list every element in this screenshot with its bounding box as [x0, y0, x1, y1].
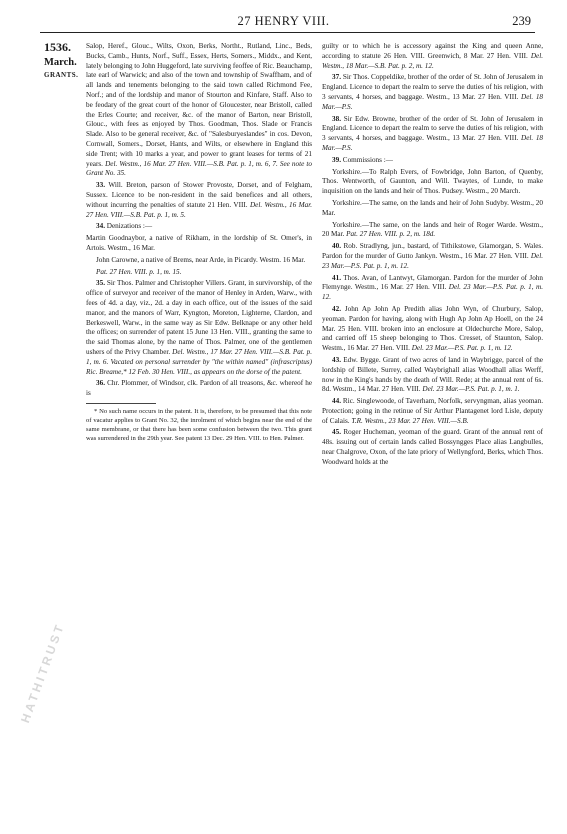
- grant-entry: [322, 242, 543, 271]
- footnote: [86, 407, 312, 443]
- entry-text: Thos. Avan, of Lantwyt, Glamorgan. Pardon for the murder of John Flemynge. Westm., 16 Mar. 27 Hen. VIII.: [322, 273, 543, 292]
- entry-reference: Pat. 27 Hen. VIII. p. 1, m. 15.: [96, 267, 182, 276]
- entry-text: Ric. Singlewoode, of Taverham, Norfolk, servyngman, alias yeoman. Protection; going in the retinue of Sir Arthur Plantagenet lord Lisle, deputy of Calais.: [322, 397, 544, 425]
- grant-entry: [86, 222, 312, 232]
- right-text-column: [322, 42, 543, 470]
- entry-reference: Del. Westm., 16 Mar. 27 Hen. VIII.—S.B. Pat. p. 1, m. 5.: [86, 200, 312, 219]
- entry-number: 44.: [332, 397, 341, 406]
- margin-year: 1536.: [44, 40, 71, 54]
- entry-text: Edw. Bygge. Grant of two acres of land in Waybrigge, parcel of the lordship of Billete, Surrey, called Waybrighall alias Woodhall alias Werff, now in the King's hands by the death of Will. Rede; at the annual rent of 6s. 8d. Westm., 14 Mar. 27 Hen. VIII.: [322, 355, 543, 394]
- grant-entry: [322, 305, 543, 354]
- entry-text: guilty or to which he is accessory against the King and queen Anne, according to statute 26 Hen. VIII. Greenwich, 8 Mar. 27 Hen. VIII.: [322, 42, 543, 60]
- header-rule: [40, 32, 535, 33]
- page-number: 239: [512, 14, 531, 28]
- entry-reference: Del. Westm., 16 Mar. 27 Hen. VIII.—S.B. Pat. p. 1, m. 6, 7. See note to Grant No. 35.: [86, 159, 312, 178]
- grant-entry: [322, 42, 543, 71]
- entry-reference: Del. Westm., 17 Mar. 27 Hen. VIII.—S.B. Pat. p. 1, m. 6. Vacated on personal surrender by "the within named" (infrascriptus) Ric. Breame,* 12 Feb. 30 Hen. VIII., as appears on the dorse of the patent.: [86, 347, 312, 376]
- grant-entry: [86, 234, 312, 254]
- entry-text: Salop, Heref., Glouc., Wilts, Oxon, Berks, Northt., Rutland, Linc., Beds, Bucks, Camb., Hunts, Norf., Suff., Essex, Herts, Somers., Middx., and Kent, lately belonging to John Huggeford, late surviving feoffee of Ric. Beauchamp, late earl of Warwick; and also of the town and township of Swaffham, and of all lands and tenements belonging to the said town called Richmond Fee, Norf.; and of the lordship and manor of Stourton and Kinfare, Staff. Also to be feodary of the great court of the honor of Gloucester, near Bristoll, called the Erles Courte; and receiver, &c. of the manor of Barton, near Bristoll, Glouc., with fees as enjoyed by Thos. Goodman, Thos. Slade or Francis Slade. Also to be general receiver, &c. of "Salesburyeslandes" in cos. Devon, Cornwall, Somers., Dorset, Hants, and Wilts, or elsewhere in England this side Trent; with 10 marks a year, and power to grant leases for terms of 21 years.: [86, 42, 313, 168]
- entry-number: 34.: [96, 222, 105, 231]
- entry-text: Sir Edw. Browne, brother of the order of St. John of Jerusalem in England. Licence to depart the realm to serve the duties of his religion, with 3 servants, 4 horses, and baggage. Westm., 13 Mar. 27 Hen. VIII.: [322, 114, 544, 143]
- grant-entry: [322, 397, 543, 426]
- grant-entry: [322, 428, 543, 467]
- grant-entry: [86, 256, 312, 266]
- entry-number: 42.: [332, 304, 341, 313]
- margin-month: March.: [44, 57, 77, 68]
- library-watermark: HATHITRUST: [18, 620, 68, 725]
- entry-text: Roger Hucheman, yeoman of the guard. Grant of the annual rent of 48s. issuing out of certain lands called Bossyngges Place alias Langbulles, near Chalgrove, Oxon, of the late priory of Wellyngford, Berks, which Thos. Woodward holds at the: [322, 428, 543, 466]
- entry-text: Yorkshire.—The same, on the lands and heir of John Sudyby. Westm., 20 Mar.: [322, 198, 543, 217]
- running-title: 27 HENRY VIII.: [237, 14, 330, 28]
- entry-text: Denizations :—: [106, 222, 153, 231]
- entry-text: John Ap John Ap Predith alias John Wyn, of Churbury, Salop, yeoman. Pardon for having, along with Hugh Ap John Ap Hoell, on the 24 Mar. 25 Hen. VIII. broken into an enclosure at Oldechurche More, Salop, and carried off 15 sheep belonging to Thos. Cresset, of Staunton, Salop. Westm., 16 Mar. 27 Hen. VIII.: [322, 304, 544, 353]
- grant-entry: [322, 73, 543, 112]
- entry-reference: Del. 23 Mar.—P.S. Pat. p. 1, m. 12.: [322, 283, 544, 302]
- grant-entry: [322, 199, 543, 219]
- grant-entry: [322, 115, 543, 154]
- entry-text: * No such name occurs in the patent. It is, therefore, to be presumed that this note of vacatur applies to Grant No. 32, the inrolment of which begins near the end of the same membrane, or that there has been some confusion between the two. This grant was surrendered in the 29th year. See patent 13 Dec. 29 Hen. VIII. to Hen. Palmer.: [86, 407, 312, 442]
- entry-text: Martin Goodnaybor, a native of Rikham, in the lordship of St. Omer's, in Artois. Westm., 16 Mar.: [86, 234, 312, 252]
- entry-reference: Pat. 27 Hen. VIII. p. 2, m. 18d.: [346, 230, 436, 239]
- entry-number: 41.: [332, 273, 341, 282]
- entry-text: Will. Breton, parson of Stower Provoste, Dorset, and of Felgham, Sussex. Licence to be non-resident in the said benefices and all others, without incurring the penalties of statute 21 Hen. VIII.: [86, 181, 312, 209]
- grant-entry: [86, 181, 312, 220]
- grant-entry: [322, 221, 543, 241]
- grant-entry: [86, 279, 312, 377]
- entry-text: Chr. Plommer, of Windsor, clk. Pardon of all treasons, &c. whereof he is: [86, 379, 313, 398]
- entry-reference: Del. 23 Mar.—P.S. Pat. p. 1, m. 1.: [422, 385, 520, 394]
- entry-reference: Del. Westm., 18 Mar.—S.B. Pat. p. 2, m. 12.: [322, 51, 544, 70]
- grant-entry: [322, 156, 543, 166]
- grant-entry: [86, 379, 312, 399]
- entry-number: 35.: [96, 279, 105, 288]
- grant-entry: [322, 168, 543, 197]
- entry-text: Rob. Stradlyng, jun., bastard, of Tithikstowe, Glamorgan, S. Wales. Pardon for the murder of Gutto Jankyn. Westm., 16 Mar. 27 Hen. VIII.: [322, 242, 544, 260]
- entry-reference: Del. 18 Mar.—P.S.: [322, 92, 544, 111]
- entry-number: 43.: [332, 355, 341, 364]
- entry-number: 40.: [332, 242, 341, 251]
- entry-number: 45.: [332, 428, 341, 437]
- entry-text: Commissions :—: [342, 155, 393, 164]
- entry-text: Sir Thos. Coppeldike, brother of the order of St. John of Jerusalem in England. Licence to depart the realm to serve the duties of his religion, with 3 servants, 4 horses, and baggage. Westm., 13 Mar. 27 Hen. VIII.: [322, 73, 543, 101]
- entry-text: Yorkshire.—The same, on the lands and heir of Roger Warde. Westm., 20 Mar.: [322, 220, 543, 239]
- left-text-column: [86, 42, 312, 445]
- entry-reference: Del. 23 Mar.—P.S. Pat. p. 1, m. 12.: [322, 251, 543, 270]
- grant-entry: [322, 274, 543, 303]
- grant-entry: [86, 268, 312, 278]
- footnote-rule: [86, 403, 156, 404]
- entry-number: 39.: [332, 155, 341, 164]
- entry-number: 33.: [96, 181, 105, 190]
- entry-text: Yorkshire.—To Ralph Evers, of Fowbridge, John Barton, of Quenby, Thos. Wentworth, of Gaunton, and Will. Twaytes, of Lunde, to make inquisition on the lands and heir of Thos. Pudsey. Westm., 20 March.: [322, 167, 543, 196]
- entry-reference: T.R. Westm., 23 Mar. 27 Hen. VIII.—S.B.: [351, 416, 469, 425]
- entry-reference: Del. 18 Mar.—P.S.: [322, 134, 544, 152]
- entry-reference: Del. 23 Mar.—P.S. Pat. p. 1, m. 12.: [411, 344, 513, 353]
- entry-number: 36.: [96, 379, 105, 388]
- entry-number: 38.: [332, 114, 341, 123]
- entry-text: Sir Thos. Palmer and Christopher Villers. Grant, in survivorship, of the office of surveyor and receiver of the manor of Henley in Arden, Warw., with fees of 4d. a day, viz., 2d. a day in each office, out of the issues of the said manor, and the manors of Warr, Kyngton, Moreton, Lighterne, Clardon, and Berkeswell, Warw., in the same way as Sir Edw. Belknape or any other held the offices; on surrender of patent 15 June 13 Hen. VIII., granting the same to the said Thomas alone, by the name of Thos. Palmer, one of the gentlemen ushers of the Privy Chamber.: [86, 279, 313, 356]
- margin-section-label: GRANTS.: [44, 71, 79, 79]
- grant-entry: [86, 42, 312, 179]
- grant-entry: [322, 356, 543, 395]
- entry-number: 37.: [332, 73, 341, 82]
- entry-text: John Carowne, a native of Brems, near Arde, in Picardy. Westm. 16 Mar.: [96, 255, 306, 264]
